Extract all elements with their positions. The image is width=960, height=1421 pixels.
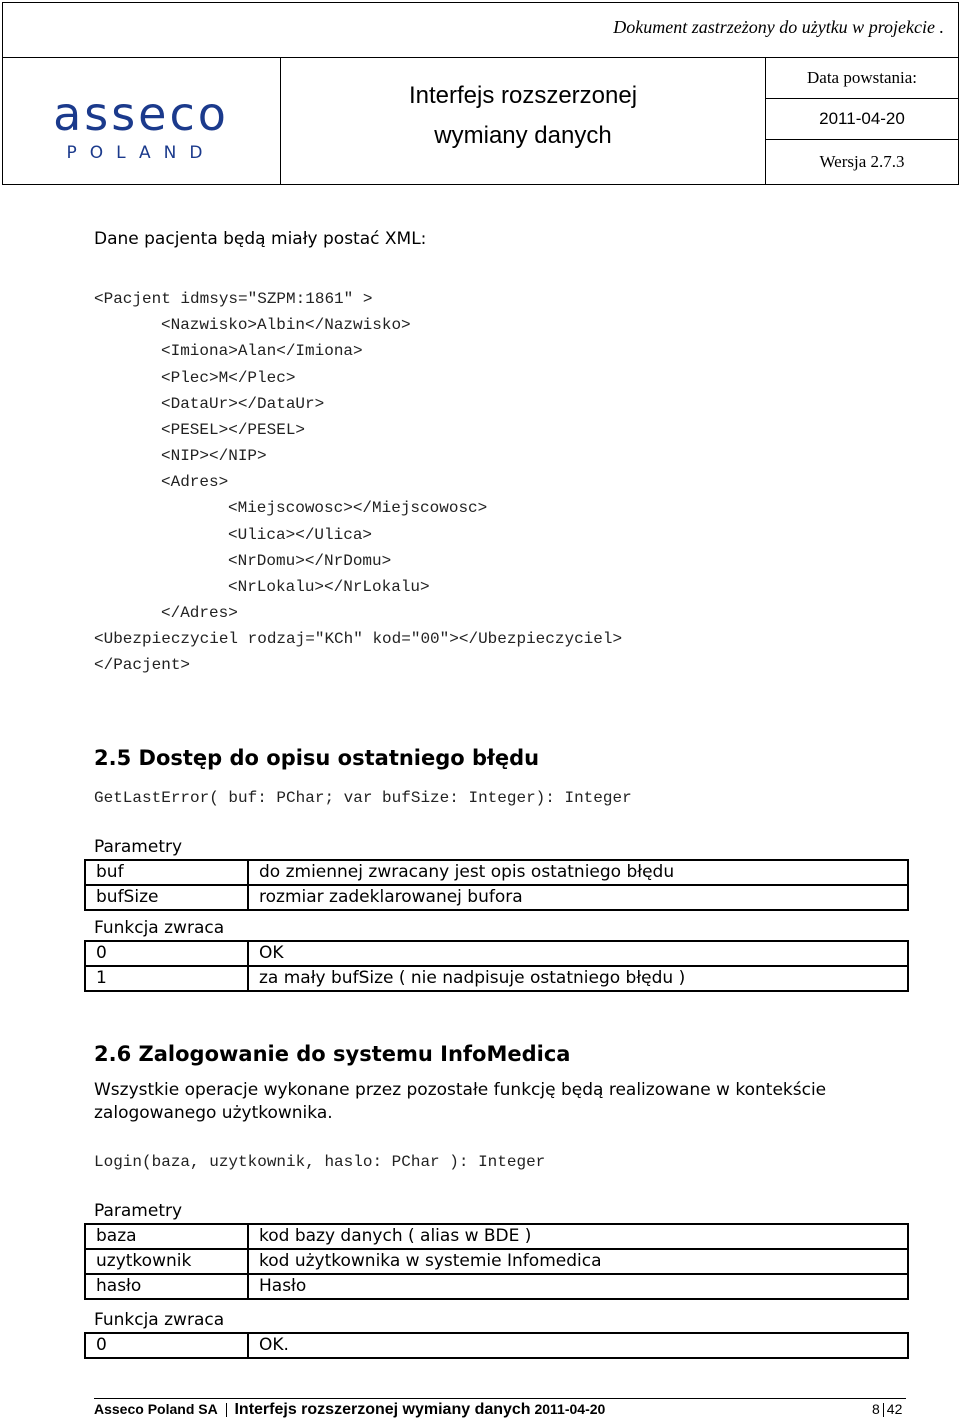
section-description: Wszystkie operacje wykonane przez pozostałe funkcję będą realizowane w kontekście bbox=[94, 1080, 827, 1100]
section-description: zalogowanego użytkownika. bbox=[94, 1103, 333, 1123]
version: Wersja 2.7.3 bbox=[819, 152, 905, 171]
header-title-line2: wymiany danych bbox=[434, 122, 612, 149]
code-line: <NrLokalu></NrLokalu> bbox=[228, 578, 430, 596]
table-row bbox=[85, 885, 908, 910]
header-meta bbox=[766, 58, 958, 184]
param-name: uzytkownik bbox=[85, 1249, 248, 1274]
footer-divider bbox=[226, 1403, 227, 1417]
logo-text: asseco bbox=[53, 87, 229, 141]
table-row bbox=[85, 1274, 908, 1299]
table-row bbox=[85, 1224, 908, 1249]
code-line: <PESEL></PESEL> bbox=[161, 421, 306, 439]
logo-subtext: POLAND bbox=[66, 143, 216, 163]
param-desc: kod bazy danych ( alias w BDE ) bbox=[248, 1224, 908, 1249]
return-desc: OK. bbox=[248, 1333, 908, 1358]
return-value: 1 bbox=[85, 966, 248, 991]
document-header bbox=[2, 2, 959, 185]
param-name: baza bbox=[85, 1224, 248, 1249]
page-divider bbox=[883, 1403, 884, 1417]
params-label: Parametry bbox=[94, 837, 183, 857]
param-name: hasło bbox=[85, 1274, 248, 1299]
date-value: 2011-04-20 bbox=[766, 99, 958, 140]
code-line: <Adres> bbox=[161, 473, 229, 491]
param-desc: kod użytkownika w systemie Infomedica bbox=[248, 1249, 908, 1274]
function-signature: Login(baza, uzytkownik, haslo: PChar ): Integer bbox=[94, 1153, 546, 1171]
code-line: <Imiona>Alan</Imiona> bbox=[161, 342, 363, 360]
footer-rule bbox=[94, 1398, 906, 1399]
intro-text: Dane pacjenta będą miały postać XML: bbox=[94, 229, 427, 249]
code-line: <Miejscowosc></Miejscowosc> bbox=[228, 499, 488, 517]
page-footer bbox=[94, 1401, 605, 1419]
footer-company: Asseco Poland SA bbox=[94, 1401, 218, 1417]
table-row bbox=[85, 966, 908, 991]
table-row bbox=[85, 941, 908, 966]
function-signature: GetLastError( buf: PChar; var bufSize: Integer): Integer bbox=[94, 789, 632, 807]
param-name: buf bbox=[85, 860, 248, 885]
footer-document: Interfejs rozszerzonej wymiany danych bbox=[234, 1401, 531, 1418]
code-line: <DataUr></DataUr> bbox=[161, 395, 325, 413]
params-table bbox=[84, 1223, 909, 1300]
date-label: Data powstania: bbox=[766, 58, 958, 99]
asseco-logo bbox=[3, 58, 280, 184]
return-desc: za mały bufSize ( nie nadpisuje ostatniego błędu ) bbox=[248, 966, 908, 991]
table-row bbox=[85, 1249, 908, 1274]
code-line: <Pacjent idmsys="SZPM:1861" > bbox=[94, 290, 373, 308]
code-line: <Nazwisko>Albin</Nazwisko> bbox=[161, 316, 411, 334]
returns-label: Funkcja zwraca bbox=[94, 1310, 225, 1330]
code-line: <Ulica></Ulica> bbox=[228, 526, 373, 544]
code-line: <Plec>M</Plec> bbox=[161, 369, 296, 387]
params-label: Parametry bbox=[94, 1201, 183, 1221]
header-title bbox=[281, 58, 766, 184]
section-heading: 2.5 Dostęp do opisu ostatniego błędu bbox=[94, 746, 540, 770]
table-row bbox=[85, 860, 908, 885]
page-total: 42 bbox=[886, 1401, 903, 1417]
params-table bbox=[84, 859, 909, 911]
param-desc: Hasło bbox=[248, 1274, 908, 1299]
return-desc: OK bbox=[248, 941, 908, 966]
param-name: bufSize bbox=[85, 885, 248, 910]
table-row bbox=[85, 1333, 908, 1358]
code-line: <NIP></NIP> bbox=[161, 447, 267, 465]
returns-label: Funkcja zwraca bbox=[94, 918, 225, 938]
code-line: </Pacjent> bbox=[94, 656, 191, 674]
confidential-note: Dokument zastrzeżony do użytku w projekcie . bbox=[613, 17, 944, 37]
code-line: <Ubezpieczyciel rodzaj="KCh" kod="00"></Ubezpieczyciel> bbox=[94, 630, 623, 648]
param-desc: do zmiennej zwracany jest opis ostatniego błędu bbox=[248, 860, 908, 885]
return-value: 0 bbox=[85, 941, 248, 966]
header-title-line1: Interfejs rozszerzonej bbox=[408, 82, 638, 109]
returns-table bbox=[84, 940, 909, 992]
code-line: </Adres> bbox=[161, 604, 238, 622]
param-desc: rozmiar zadeklarowanej bufora bbox=[248, 885, 908, 910]
page-current: 8 bbox=[872, 1401, 880, 1417]
code-line: <NrDomu></NrDomu> bbox=[228, 552, 392, 570]
logo-cell bbox=[3, 58, 281, 184]
section-heading: 2.6 Zalogowanie do systemu InfoMedica bbox=[94, 1042, 571, 1066]
footer-date: 2011-04-20 bbox=[534, 1401, 606, 1417]
page-number bbox=[872, 1401, 902, 1417]
confidential-bar bbox=[3, 3, 958, 58]
returns-table bbox=[84, 1332, 909, 1359]
return-value: 0 bbox=[85, 1333, 248, 1358]
